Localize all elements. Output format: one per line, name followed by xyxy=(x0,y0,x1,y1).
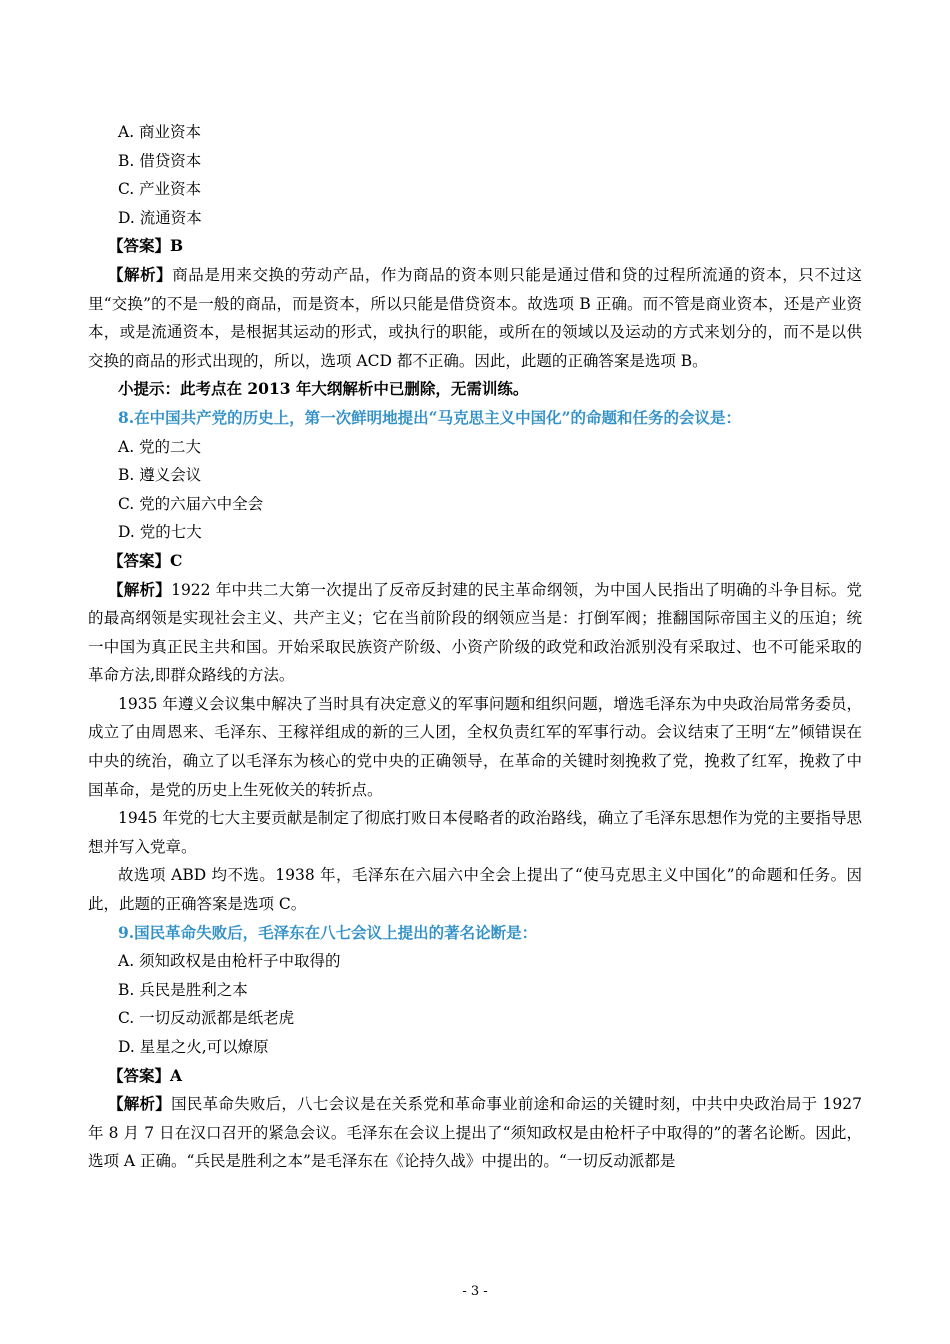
q8-answer xyxy=(88,547,862,576)
q8-answer-value: C xyxy=(170,550,183,570)
q8-option-b: B. 遵义会议 xyxy=(118,466,202,485)
q8-option-d: D. 党的七大 xyxy=(118,523,202,542)
answer-value: B xyxy=(170,236,184,256)
q9-analysis-text: 国民革命失败后，八七会议是在关系党和革命事业前途和命运的关键时刻，中共中央政治局于 1927 年 8 月 7 日在汉口召开的紧急会议。毛泽东在会议上提出了“须知政权是由枪杆子中取得的”的著名论断。因此，选项 A 正确。“兵民是胜利之本”是毛泽东在《论持久战》中提出的。“一切反动派都是 xyxy=(88,1095,862,1171)
option-b: B. 借贷资本 xyxy=(118,151,202,170)
q9-option-a: A. 须知政权是由枪杆子中取得的 xyxy=(118,952,341,971)
q9-analysis-label: 【解析】 xyxy=(108,1094,172,1114)
q9-option-b: B. 兵民是胜利之本 xyxy=(118,980,248,999)
q8-analysis-label: 【解析】 xyxy=(108,579,172,599)
option-a: A. 商业资本 xyxy=(118,123,202,141)
q8-option-a: A. 党的二大 xyxy=(118,437,202,456)
q9-answer xyxy=(88,1062,862,1091)
question-9: 9.国民革命失败后，毛泽东在八七会议上提出的著名论断是： xyxy=(118,922,538,942)
q8-option-c: C. 党的六届六中全会 xyxy=(118,494,264,513)
analysis-text: 商品是用来交换的劳动产品，作为商品的资本则只能是通过借和贷的过程所流通的资本，只不过这里“交换”的不是一般的商品，而是资本，所以只能是借贷资本。故选项 B 正确。而不管是商业资本，还是产业资本，或是流通资本，是根据其运动的形式，或执行的职能，或所在的领域以及运动的方式来划分的，而不是以供交换的商品的形式出现的，所以，选项 ACD 都不正确。因此，此题的正确答案是选项 B。 xyxy=(88,265,862,370)
option-c: C. 产业资本 xyxy=(118,180,202,199)
q8-answer-label: 【答案】 xyxy=(108,550,171,570)
q9-option-c: C. 一切反动派都是纸老虎 xyxy=(118,1009,295,1028)
page-number: - 3 - xyxy=(462,1284,488,1299)
q9-option-d: D. 星星之火,可以燎原 xyxy=(118,1038,269,1056)
q9-answer-label: 【答案】 xyxy=(108,1065,171,1085)
q8-analysis-3: 1945 年党的七大主要贡献是制定了彻底打败日本侵略者的政治路线，确立了毛泽东思想作为党的主要指导思想并写入党章。 xyxy=(88,809,862,856)
q9-analysis xyxy=(88,1090,862,1176)
analysis-label: 【解析】 xyxy=(108,264,173,284)
q9-answer-value: A xyxy=(170,1065,183,1085)
answer-label: 【答案】 xyxy=(108,236,171,256)
answer xyxy=(88,232,862,261)
option-d: D. 流通资本 xyxy=(118,208,202,227)
document-body xyxy=(88,118,862,1176)
q8-analysis-1 xyxy=(88,576,862,690)
question-8: 8.在中国共产党的历史上，第一次鲜明地提出“马克思主义中国化”的命题和任务的会议是： xyxy=(118,407,742,427)
q8-analysis-4: 故选项 ABD 均不选。1938 年，毛泽东在六届六中全会上提出了“使马克思主义中国化”的命题和任务。因此，此题的正确答案是选项 C。 xyxy=(88,866,862,914)
tip: 小提示：此考点在 2013 年大纲解析中已删除，无需训练。 xyxy=(118,379,529,399)
q8-analysis-2: 1935 年遵义会议集中解决了当时具有决定意义的军事问题和组织问题，增选毛泽东为中央政治局常务委员，成立了由周恩来、毛泽东、王稼祥组成的新的三人团，全权负责红军的军事行动。会议结束了王明“左”倾错误在中央的统治，确立了以毛泽东为核心的党中央的正确领导，在革命的关键时刻挽救了党，挽救了红军，挽救了中国革命，是党的历史上生死攸关的转折点。 xyxy=(88,694,862,799)
analysis xyxy=(88,261,862,375)
q8-analysis-p1: 1922 年中共二大第一次提出了反帝反封建的民主革命纲领，为中国人民指出了明确的斗争目标。党的最高纲领是实现社会主义、共产主义；它在当前阶段的纲领应当是：打倒军阀；推翻国际帝国主义的压迫；统一中国为真正民主共和国。开始采取民族资产阶级、小资产阶级的政党和政治派别没有采取过、也不可能采取的革命方法,即群众路线的方法。 xyxy=(88,580,862,685)
